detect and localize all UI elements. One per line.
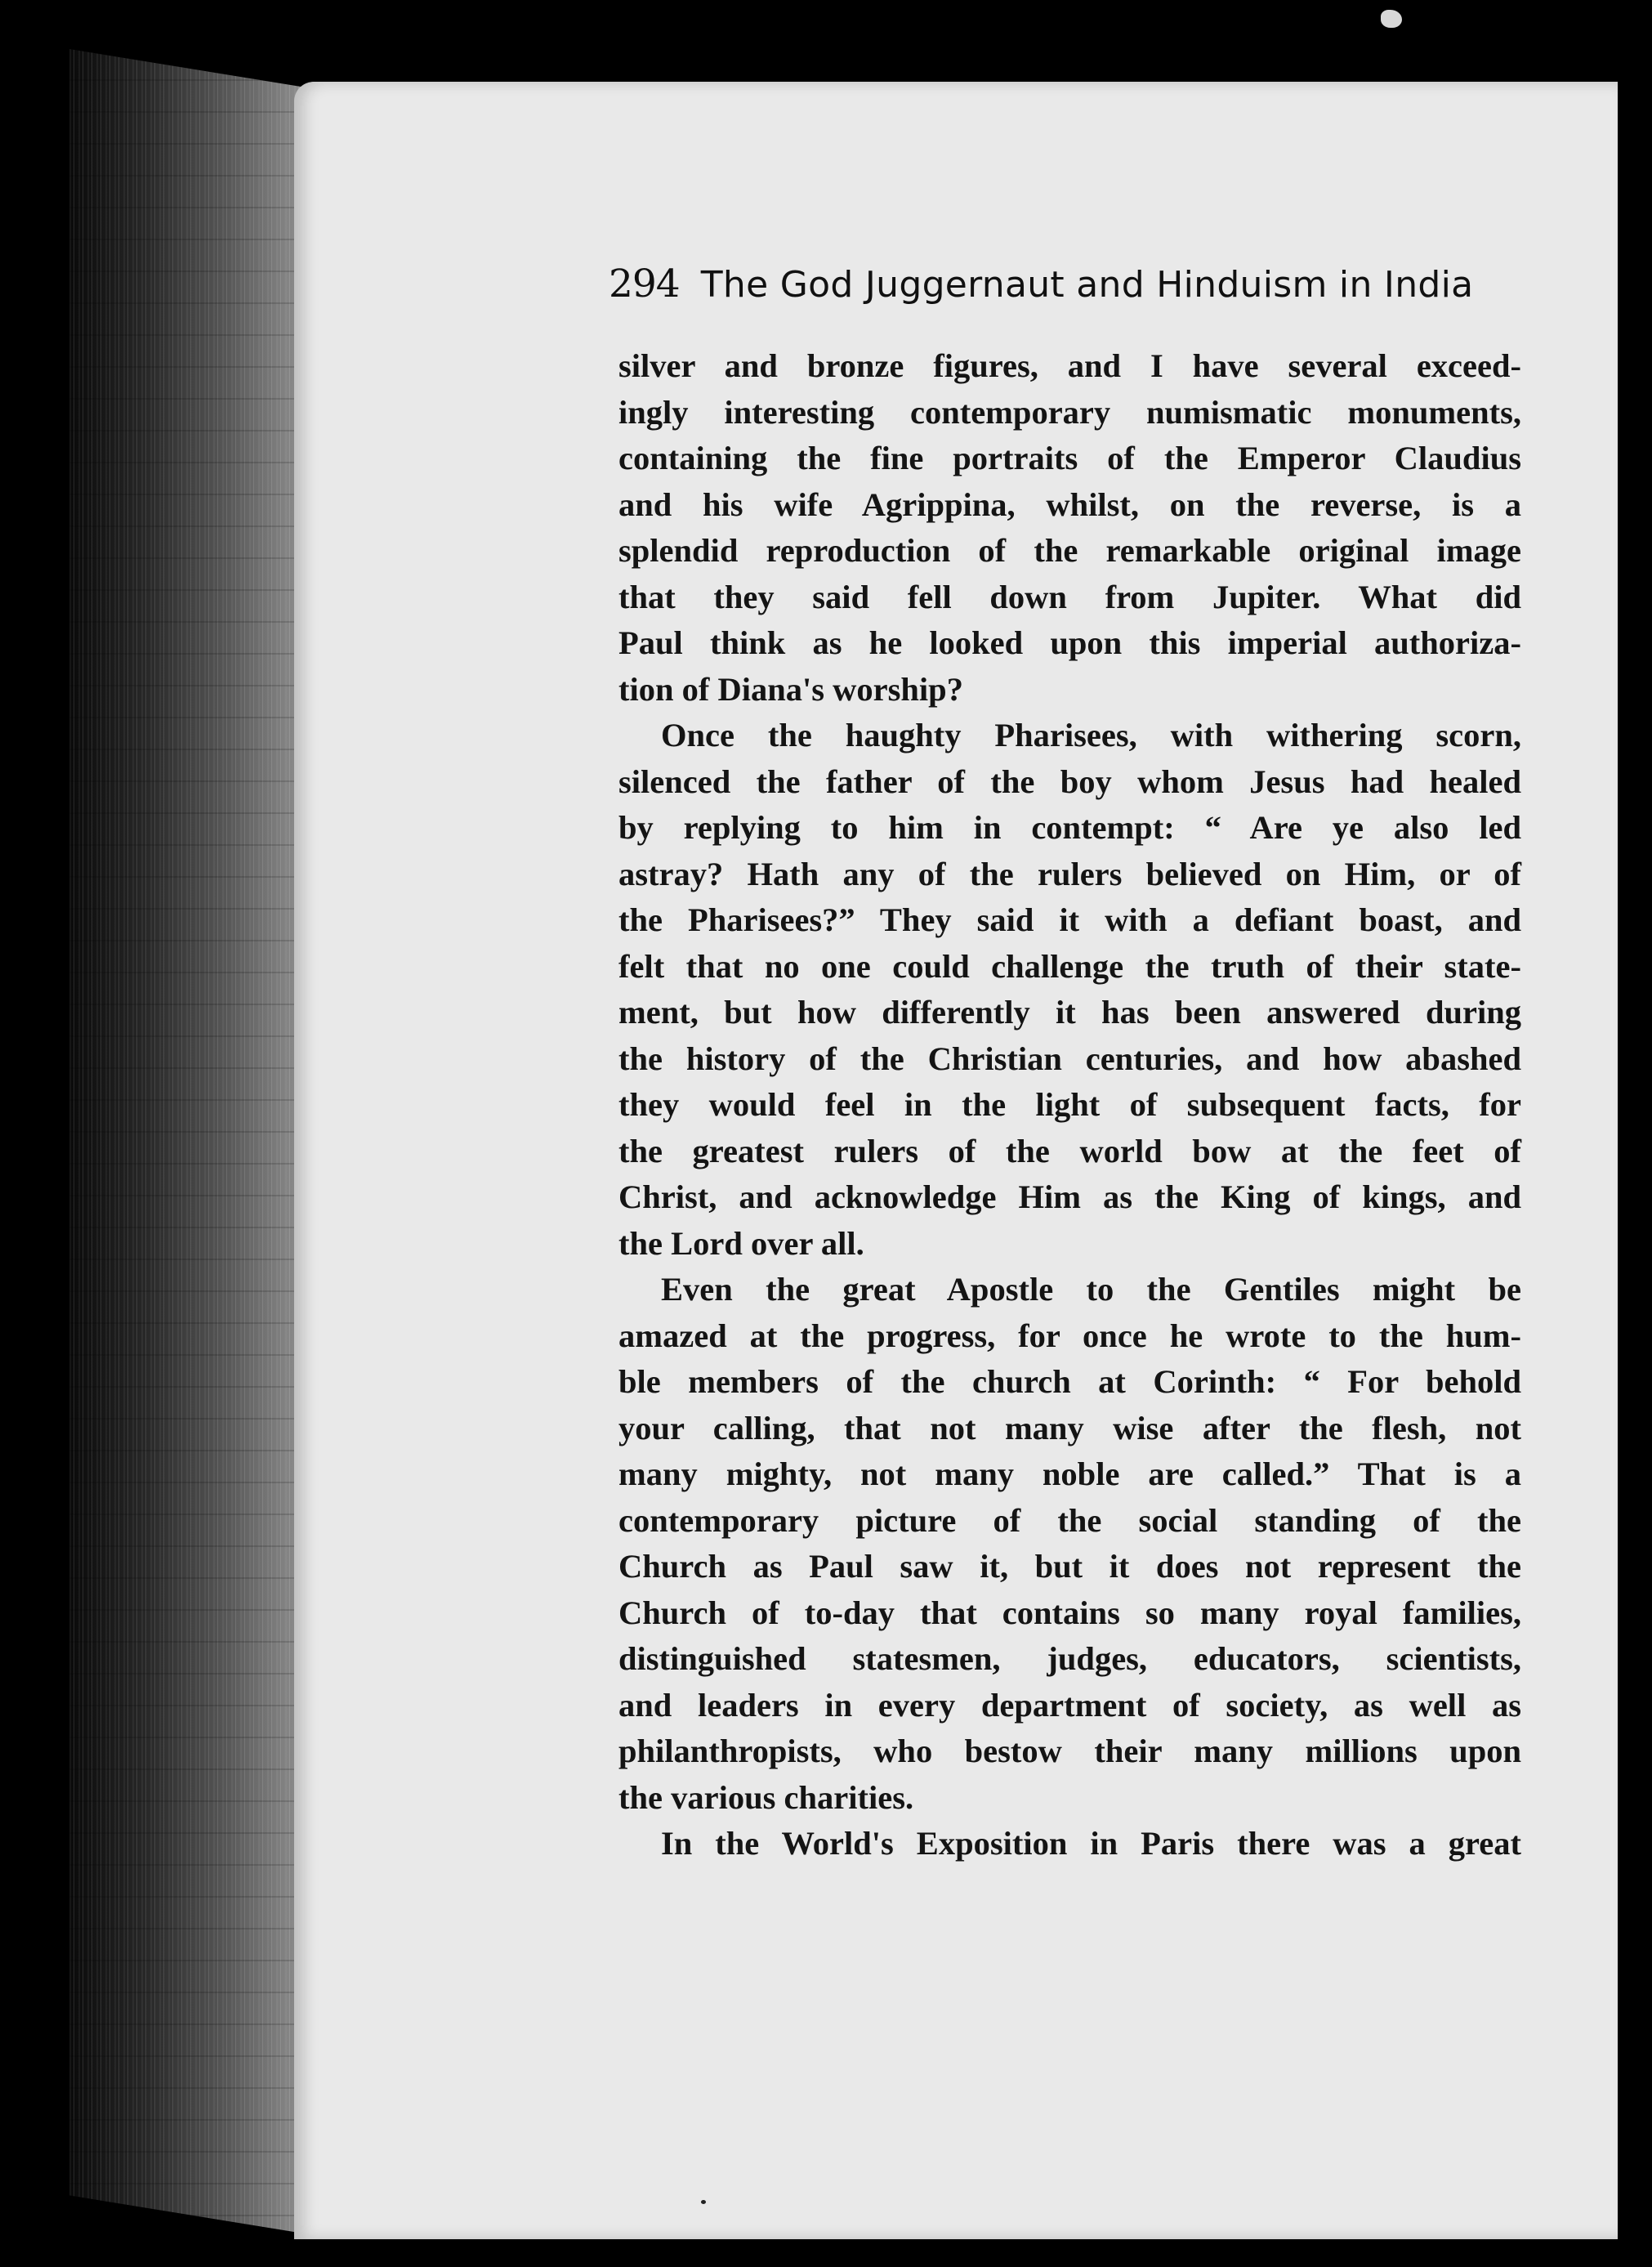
text-line: by replying to him in contempt: “ Are ye also led bbox=[618, 809, 1521, 846]
text-line: and his wife Agrippina, whilst, on the reverse, is a bbox=[618, 485, 1521, 523]
text-line: silenced the father of the boy whom Jesus had healed bbox=[618, 762, 1521, 800]
text-line: Once the haughty Pharisees, with withering scorn, bbox=[661, 717, 1521, 753]
text-line: the various charities. bbox=[618, 1778, 914, 1816]
text-line: ingly interesting contemporary numismatic monuments, bbox=[618, 393, 1521, 431]
text-line: ble members of the church at Corinth: “ For behold bbox=[618, 1363, 1521, 1400]
text-line: your calling, that not many wise after the flesh, not bbox=[618, 1409, 1521, 1446]
text-line: contemporary picture of the social standing of the bbox=[618, 1501, 1521, 1539]
text-line: amazed at the progress, for once he wrote to the hum- bbox=[618, 1317, 1521, 1354]
text-line: containing the fine portraits of the Emperor Claudius bbox=[618, 440, 1521, 476]
text-line: Even the great Apostle to the Gentiles might be bbox=[661, 1271, 1521, 1308]
text-line: silver and bronze figures, and I have several exceed- bbox=[618, 347, 1521, 384]
text-line: astray? Hath any of the rulers believed on Him, or of bbox=[618, 855, 1521, 892]
running-head bbox=[609, 262, 1532, 327]
running-title: The God Juggernaut and Hinduism in India bbox=[700, 264, 1474, 306]
text-line: ment, but how differently it has been answered during bbox=[618, 994, 1521, 1031]
body-text bbox=[618, 343, 1521, 1867]
text-line: Christ, and acknowledge Him as the King of kings, and bbox=[618, 1178, 1521, 1215]
text-line: tion of Diana's worship? bbox=[618, 670, 963, 708]
text-line: many mighty, not many noble are called.” That is a bbox=[618, 1455, 1521, 1492]
text-line: felt that no one could challenge the truth of their state- bbox=[618, 947, 1521, 985]
text-line: splendid reproduction of the remarkable original image bbox=[618, 532, 1521, 569]
text-line: Paul think as he looked upon this imperial authoriza- bbox=[618, 624, 1521, 661]
text-line: In the World's Exposition in Paris there was a great bbox=[661, 1825, 1521, 1862]
text-line: the history of the Christian centuries, and how abashed bbox=[618, 1040, 1521, 1077]
text-line: Church as Paul saw it, but it does not represent the bbox=[618, 1548, 1521, 1585]
text-line: distinguished statesmen, judges, educators, scientists, bbox=[618, 1640, 1521, 1677]
scan-speck bbox=[701, 2200, 706, 2204]
text-line: philanthropists, who bestow their many millions upon bbox=[618, 1733, 1521, 1769]
text-line: the Pharisees?” They said it with a defiant boast, and bbox=[618, 901, 1521, 938]
text-line: Church of to-day that contains so many royal families, bbox=[618, 1594, 1521, 1631]
text-line: that they said fell down from Jupiter. What did bbox=[618, 578, 1521, 615]
scan-speck bbox=[1381, 10, 1402, 28]
text-line: they would feel in the light of subsequent facts, for bbox=[618, 1086, 1521, 1123]
text-line: and leaders in every department of society, as well as bbox=[618, 1686, 1521, 1724]
page-number: 294 bbox=[609, 262, 680, 306]
text-line: the Lord over all. bbox=[618, 1224, 864, 1262]
text-line: the greatest rulers of the world bow at the feet of bbox=[618, 1132, 1521, 1169]
